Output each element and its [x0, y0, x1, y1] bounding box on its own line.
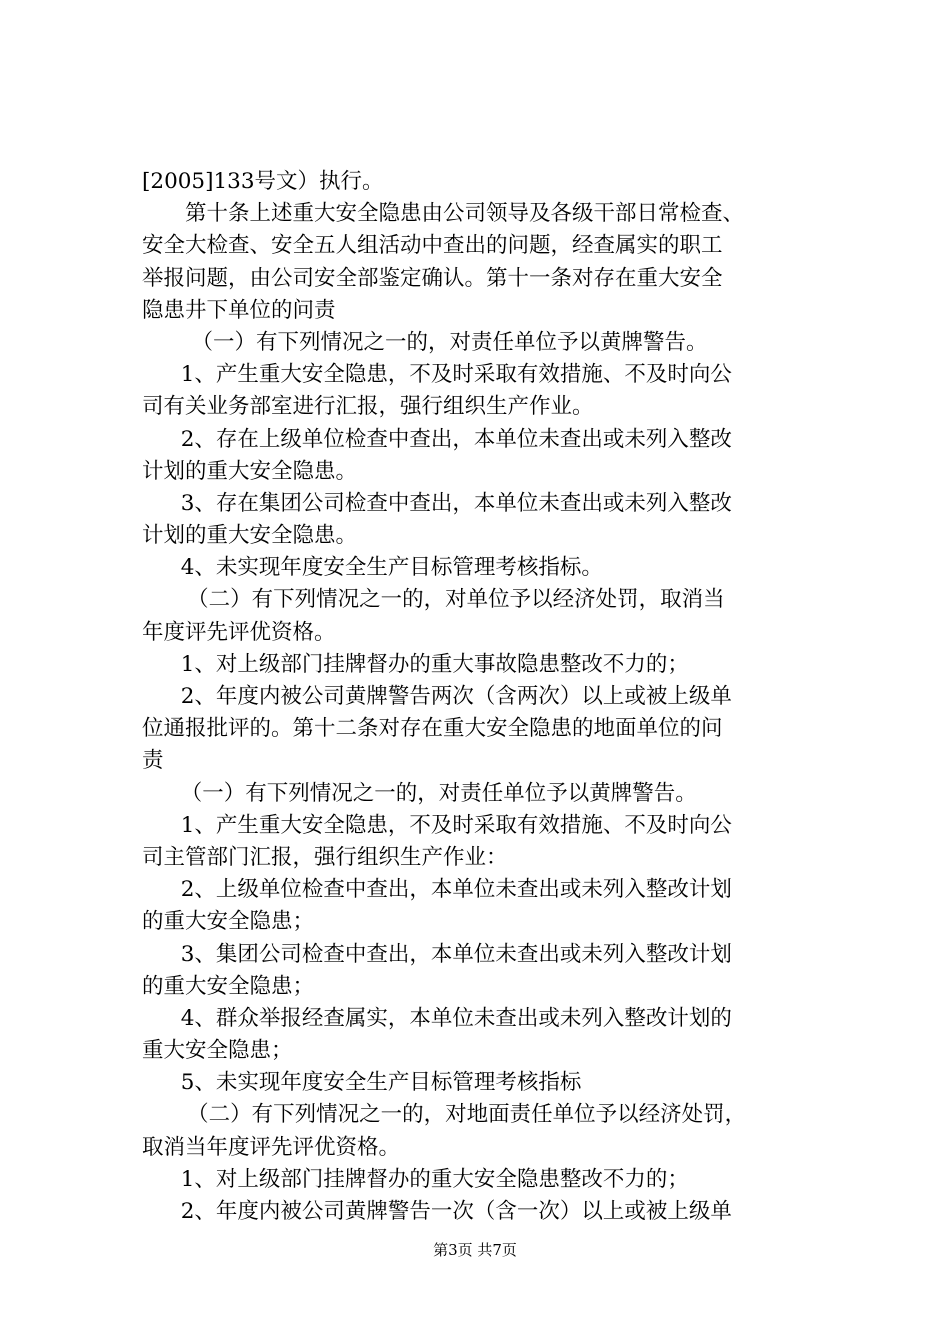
page-footer: 第3页 共7页 — [433, 1241, 517, 1259]
text-line: （二）有下列情况之一的，对单位予以经济处罚，取消当 — [187, 587, 725, 613]
text-line: 1、产生重大安全隐患，不及时采取有效措施、不及时向公 — [180, 362, 732, 388]
text-line: 举报问题，由公司安全部鉴定确认。第十一条对存在重大安全 — [142, 265, 723, 291]
text-line: 司主管部门汇报，强行组织生产作业： — [142, 844, 508, 870]
text-line: 年度评先评优资格。 — [142, 619, 336, 645]
text-line: （二）有下列情况之一的，对地面责任单位予以经济处罚， — [187, 1102, 747, 1128]
text-line: 3、集团公司检查中查出，本单位未查出或未列入整改计划 — [180, 941, 732, 967]
text-line: 3、存在集团公司检查中查出，本单位未查出或未列入整改 — [180, 490, 732, 516]
text-line: 责 — [142, 748, 164, 774]
text-line: 5、未实现年度安全生产目标管理考核指标 — [180, 1070, 582, 1096]
text-line: 1、产生重大安全隐患，不及时采取有效措施、不及时向公 — [180, 812, 732, 838]
text-line: 计划的重大安全隐患。 — [142, 458, 358, 484]
text-line: 1、对上级部门挂牌督办的重大安全隐患整改不力的； — [180, 1166, 689, 1192]
text-line: 2、年度内被公司黄牌警告两次（含两次）以上或被上级单 — [180, 684, 732, 709]
text-line: 2、存在上级单位检查中查出，本单位未查出或未列入整改 — [180, 426, 732, 452]
text-line: [2005]133号文）执行。 — [142, 169, 384, 194]
text-line: 的重大安全隐患； — [142, 973, 315, 999]
text-line: 重大安全隐患； — [142, 1038, 293, 1064]
text-line: 位通报批评的。第十二条对存在重大安全隐患的地面单位的问 — [142, 716, 723, 742]
text-line: 司有关业务部室进行汇报，强行组织生产作业。 — [142, 394, 594, 420]
text-line: 安全大检查、安全五人组活动中查出的问题，经查属实的职工 — [142, 233, 723, 259]
text-line: 计划的重大安全隐患。 — [142, 523, 358, 549]
document-body — [142, 166, 842, 1228]
text-line: 1、对上级部门挂牌督办的重大事故隐患整改不力的； — [180, 651, 689, 677]
text-line: 隐患井下单位的问责 — [142, 297, 336, 323]
text-line: 4、群众举报经查属实，本单位未查出或未列入整改计划的 — [180, 1005, 732, 1031]
text-line: 4、未实现年度安全生产目标管理考核指标。 — [180, 555, 603, 581]
text-line: 取消当年度评先评优资格。 — [142, 1134, 401, 1160]
text-line: 的重大安全隐患； — [142, 909, 315, 935]
text-line: 2、年度内被公司黄牌警告一次（含一次）以上或被上级单 — [180, 1199, 732, 1224]
text-line: （一）有下列情况之一的，对责任单位予以黄牌警告。 — [180, 780, 697, 806]
text-line: 2、上级单位检查中查出，本单位未查出或未列入整改计划 — [180, 877, 732, 903]
text-line: （一）有下列情况之一的，对责任单位予以黄牌警告。 — [191, 329, 708, 355]
text-line: 第十条上述重大安全隐患由公司领导及各级干部日常检查、 — [185, 201, 745, 227]
